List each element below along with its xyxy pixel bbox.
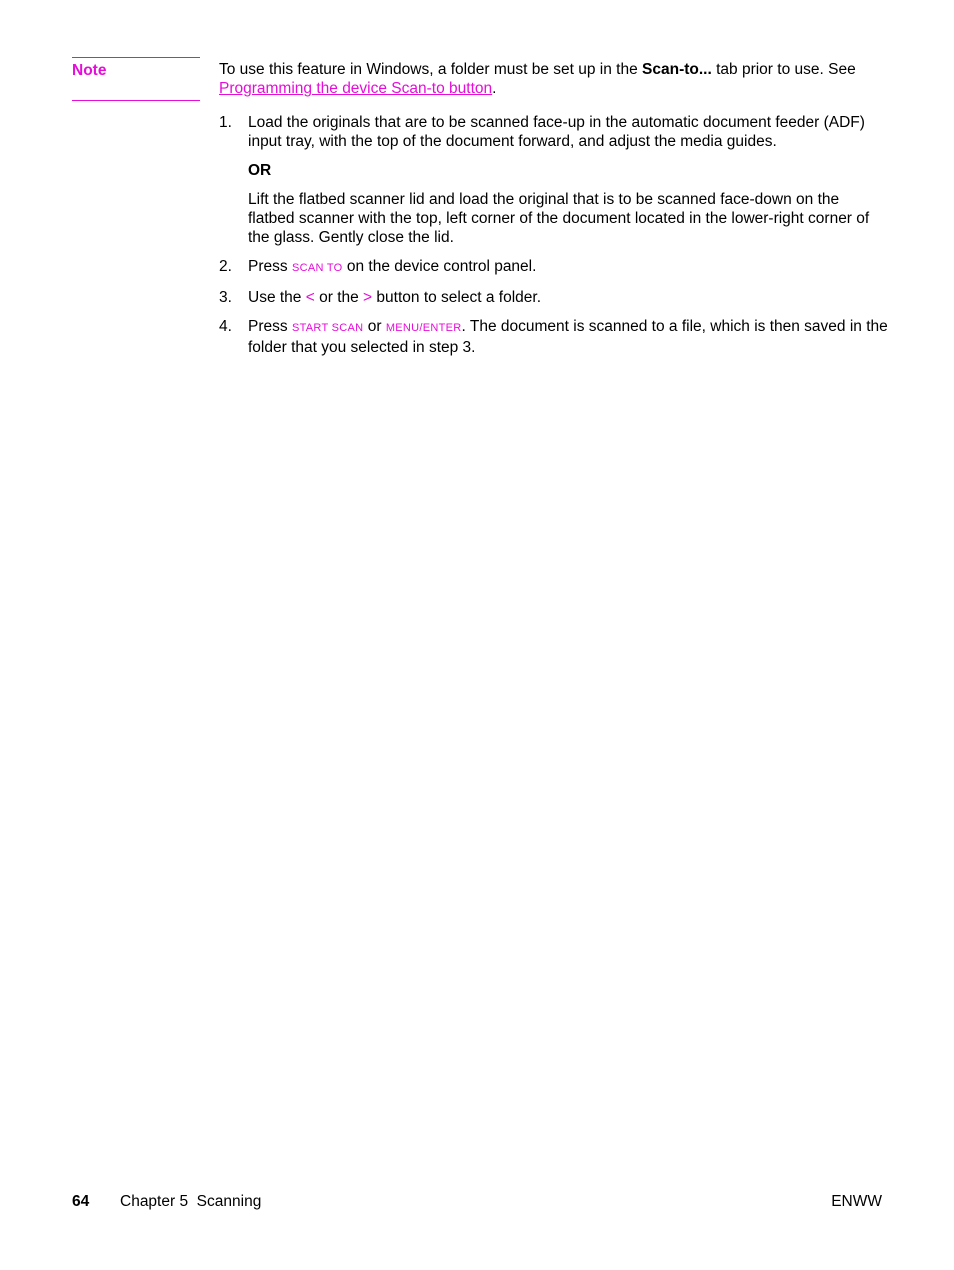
- step-1-or: [248, 161, 889, 180]
- note-text-before: To use this feature in Windows, a folder must be set up in the: [219, 61, 643, 78]
- step-2-post: on the device control panel.: [342, 258, 537, 275]
- or-label: OR: [248, 162, 272, 179]
- footer-right-label: ENWW: [831, 1193, 882, 1210]
- step-2-pre: Press: [248, 258, 292, 275]
- chapter-title: Chapter 5 Scanning: [120, 1193, 262, 1210]
- step-2-text: [248, 257, 889, 278]
- steps-list: [219, 113, 889, 367]
- step-3-text: [248, 288, 889, 307]
- step-1-alt-text: Lift the flatbed scanner lid and load the original that is to be scanned face-down on the flatbed scanner with the top, left corner of the document located in the lower-right corner of the glass. Gently close the lid.: [248, 191, 870, 246]
- note-bold-term: Scan-to...: [642, 61, 712, 78]
- page-footer: [72, 1192, 882, 1212]
- programming-scan-to-link[interactable]: Programming the device Scan-to button: [219, 80, 493, 97]
- step-3-post: button to select a folder.: [372, 289, 541, 306]
- step-3-mid: or the: [314, 289, 364, 306]
- note-text-after: tab prior to use. See: [711, 61, 856, 78]
- step-4: [219, 317, 889, 357]
- note-end: .: [492, 80, 497, 97]
- note-label: Note: [72, 62, 107, 79]
- step-3-pre: Use the: [248, 289, 306, 306]
- note-box: [72, 57, 200, 101]
- step-number: 3.: [219, 289, 232, 306]
- step-1-text: Load the originals that are to be scanned face-up in the automatic document feeder (ADF) input tray, with the top of the document forward, and adjust the media guides.: [248, 114, 865, 150]
- step-4-pre: Press: [248, 318, 292, 335]
- start-scan-key: START SCAN: [291, 322, 364, 334]
- step-4-post: . The document is scanned to a file, which is then saved in the folder that you selected in step 3.: [248, 318, 888, 356]
- step-number: 2.: [219, 258, 232, 275]
- step-number: 4.: [219, 318, 232, 335]
- page-number: 64: [72, 1193, 90, 1210]
- scan-to-key: SCAN TO: [291, 262, 343, 274]
- left-arrow-key: <: [305, 289, 315, 306]
- right-arrow-key: >: [363, 289, 373, 306]
- step-4-text: [248, 317, 889, 357]
- note-text: [219, 60, 889, 98]
- menu-enter-key: MENU/ENTER: [385, 322, 462, 334]
- step-1: [219, 113, 889, 247]
- step-2: [219, 257, 889, 278]
- step-3: [219, 288, 889, 307]
- step-4-mid: or: [363, 318, 386, 335]
- step-number: 1.: [219, 114, 232, 131]
